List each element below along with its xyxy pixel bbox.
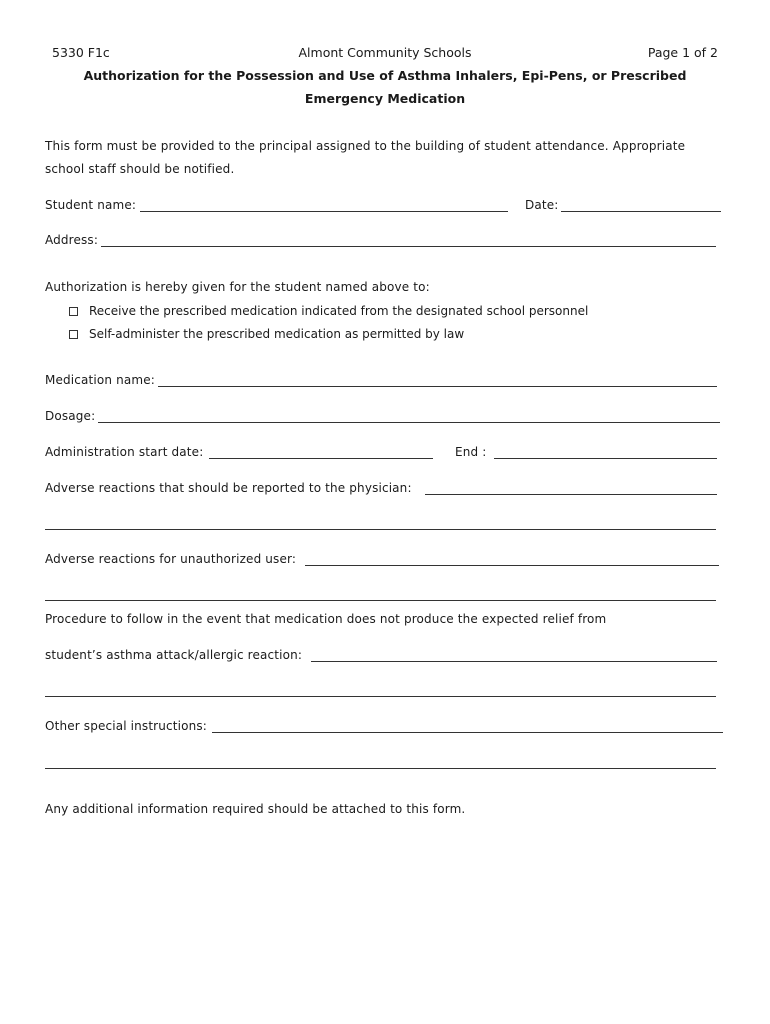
end-date-label: End :: [455, 445, 487, 459]
dosage-label: Dosage:: [45, 409, 96, 423]
procedure-label-line-1: Procedure to follow in the event that medication does not produce the expected relief from: [45, 612, 607, 626]
admin-start-field[interactable]: [209, 457, 433, 459]
self-administer-checkbox[interactable]: [69, 330, 78, 339]
student-name-label: Student name:: [45, 198, 137, 212]
form-code: 5330 F1c: [52, 45, 110, 60]
procedure-continuation[interactable]: [45, 695, 716, 697]
option-receive-medication[interactable]: [69, 303, 588, 319]
other-instructions-label: Other special instructions:: [45, 719, 207, 733]
receive-medication-checkbox[interactable]: [69, 307, 78, 316]
end-date-field[interactable]: [494, 457, 717, 459]
medication-name-label: Medication name:: [45, 373, 155, 387]
adverse-unauthorized-label: Adverse reactions for unauthorized user:: [45, 552, 297, 566]
form-title-line-1: Authorization for the Possession and Use of Asthma Inhalers, Epi-Pens, or Prescribed: [83, 68, 687, 83]
adverse-physician-field[interactable]: [425, 493, 717, 495]
adverse-physician-label: Adverse reactions that should be reported to the physician:: [45, 481, 412, 495]
admin-start-label: Administration start date:: [45, 445, 204, 459]
other-instructions-continuation[interactable]: [45, 767, 716, 769]
page-number: Page 1 of 2: [647, 45, 718, 60]
adverse-unauthorized-continuation[interactable]: [45, 599, 716, 601]
organization-name: Almont Community Schools: [298, 45, 472, 60]
option-self-administer-label: Self-administer the prescribed medication as permitted by law: [89, 327, 465, 341]
option-receive-label: Receive the prescribed medication indicated from the designated school personnel: [89, 304, 589, 318]
date-field[interactable]: [561, 210, 721, 212]
other-instructions-field[interactable]: [212, 731, 723, 733]
date-label: Date:: [525, 198, 559, 212]
address-field[interactable]: [101, 245, 716, 247]
additional-info-note: Any additional information required should be attached to this form.: [45, 802, 466, 816]
address-label: Address:: [45, 233, 99, 247]
procedure-field[interactable]: [311, 660, 717, 662]
dosage-field[interactable]: [98, 421, 720, 423]
medication-name-field[interactable]: [158, 385, 717, 387]
option-self-administer[interactable]: [69, 326, 464, 342]
intro-line-1: This form must be provided to the principal assigned to the building of student attendance. Appropriate: [45, 139, 686, 153]
adverse-unauthorized-field[interactable]: [305, 564, 719, 566]
intro-line-2: school staff should be notified.: [45, 162, 235, 176]
student-name-field[interactable]: [140, 210, 508, 212]
adverse-physician-continuation[interactable]: [45, 528, 716, 530]
form-title-line-2: Emergency Medication: [304, 91, 466, 106]
procedure-label-line-2: student’s asthma attack/allergic reaction:: [45, 648, 303, 662]
authorization-lead: Authorization is hereby given for the student named above to:: [45, 280, 430, 294]
